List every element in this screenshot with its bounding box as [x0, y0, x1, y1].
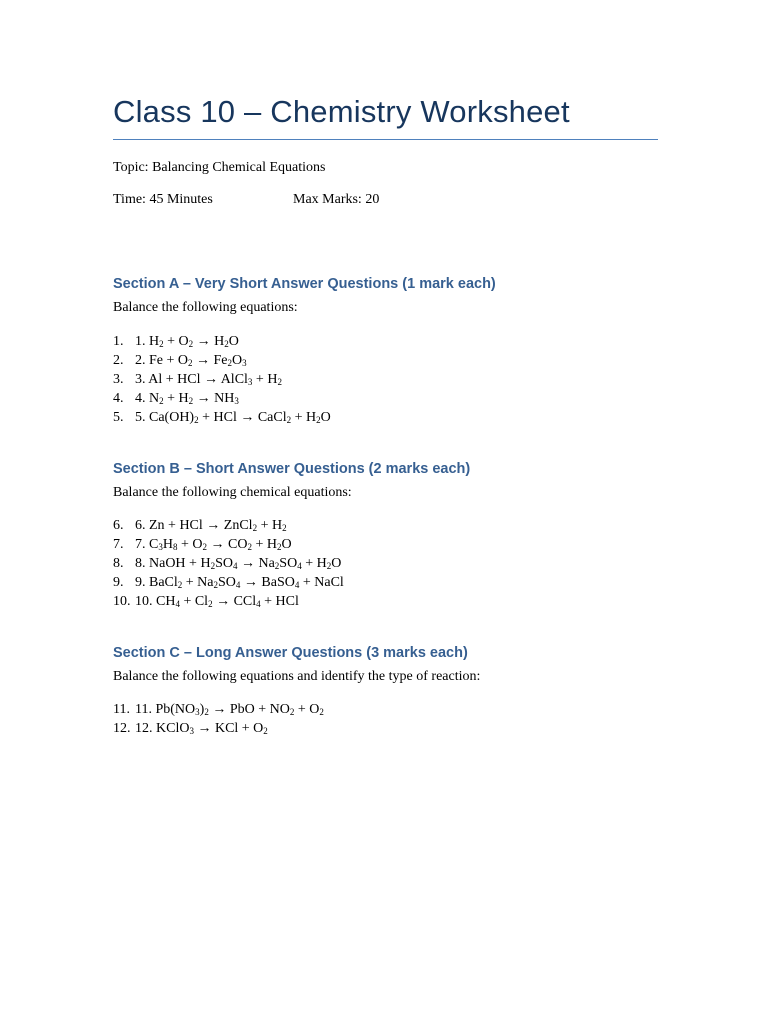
- section-c-question-list: [113, 700, 324, 738]
- question-equation: 3. Al + HCl → AlCl$_3$ + $H_2$: [135, 372, 282, 387]
- question-item: [113, 370, 331, 389]
- question-equation: 11. $Pb(NO_3)_2$ → PbO + $NO_2 + O_2$: [135, 702, 324, 717]
- question-number: 5.: [113, 410, 124, 425]
- question-equation: 7. $C_3H_8 + O_2 \to CO_2 + H_2O$: [135, 537, 292, 552]
- question-number: 8.: [113, 556, 124, 571]
- question-item: [113, 554, 344, 573]
- question-equation: 4. $N_2 + H_2 \to NH_3$: [135, 391, 239, 406]
- question-equation: 9. BaCl$_2$ + $Na_2SO_4$ → BaSO$_4$ + NaCl: [135, 575, 344, 590]
- question-item: [113, 719, 324, 738]
- section-a-question-list: [113, 332, 331, 427]
- question-item: [113, 351, 331, 370]
- page-title: Class 10 – Chemistry Worksheet: [113, 94, 570, 129]
- question-equation: 12. KClO$_3$ → KCl + $O_2$: [135, 721, 268, 736]
- topic-text: Topic: Balancing Chemical Equations: [113, 160, 326, 175]
- section-b-instruction: Balance the following chemical equations:: [113, 485, 352, 500]
- question-number: 2.: [113, 353, 124, 368]
- question-item: [113, 408, 331, 427]
- question-number: 12.: [113, 721, 131, 736]
- section-b-heading: Section B – Short Answer Questions (2 marks each): [113, 461, 471, 477]
- max-marks-text: Max Marks: 20: [293, 192, 380, 207]
- question-number: 9.: [113, 575, 124, 590]
- question-item: [113, 332, 331, 351]
- question-item: [113, 389, 331, 408]
- question-item: [113, 592, 344, 611]
- question-number: 1.: [113, 334, 124, 349]
- question-item: [113, 535, 344, 554]
- section-c-heading: Section C – Long Answer Questions (3 marks each): [113, 645, 468, 661]
- question-equation: 8. NaOH + $H_2SO_4 \to Na_2SO_4 + H_2O$: [135, 556, 342, 571]
- section-a-heading: Section A – Very Short Answer Questions (1 mark each): [113, 276, 496, 292]
- question-number: 4.: [113, 391, 124, 406]
- section-a-instruction: Balance the following equations:: [113, 300, 298, 315]
- question-equation: 2. $Fe + O_2 \to Fe_2O_3$: [135, 353, 247, 368]
- question-item: [113, 516, 344, 535]
- question-item: [113, 700, 324, 719]
- question-number: 7.: [113, 537, 124, 552]
- section-c-instruction: Balance the following equations and identify the type of reaction:: [113, 669, 481, 684]
- time-text: Time: 45 Minutes: [113, 192, 213, 207]
- question-number: 3.: [113, 372, 124, 387]
- question-equation: 6. Zn + HCl → ZnCl$_2$ + $H_2$: [135, 518, 287, 533]
- question-number: 6.: [113, 518, 124, 533]
- question-item: [113, 573, 344, 592]
- question-equation: 10. $CH_4 + Cl_2 \to CCl_4$ + HCl: [135, 594, 299, 609]
- question-equation: 1. $H_2 + O_2 \to H_2O$: [135, 334, 239, 349]
- question-number: 10.: [113, 594, 131, 609]
- section-b-question-list: [113, 516, 344, 611]
- question-number: 11.: [113, 702, 130, 717]
- title-divider: [113, 139, 658, 140]
- question-equation: 5. $Ca(OH)_2$ + HCl → CaCl$_2$ + $H_2O$: [135, 410, 331, 425]
